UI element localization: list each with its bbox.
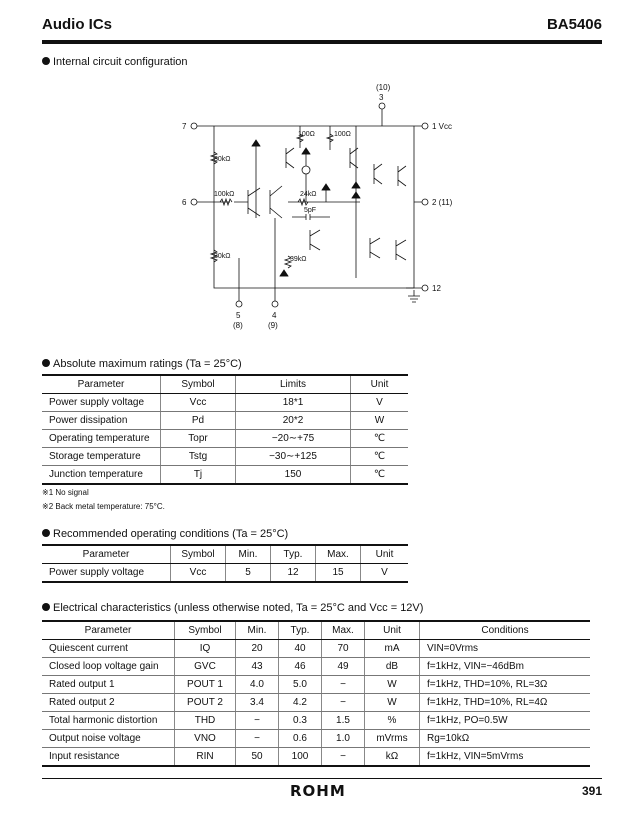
terminal-pin1 — [422, 123, 428, 129]
table-cell: 0.3 — [279, 712, 322, 730]
terminal-pin5 — [236, 301, 242, 307]
table-cell: f=1kHz, PO=0.5W — [420, 712, 591, 730]
table-header: Max. — [316, 545, 361, 564]
pin5-alt-label: (8) — [233, 321, 243, 330]
table-cell: V — [361, 564, 409, 583]
electrical-characteristics-table — [42, 620, 590, 767]
header-part-number: BA5406 — [546, 16, 602, 33]
table-cell: 15 — [316, 564, 361, 583]
pin4-label: 4 — [272, 311, 277, 320]
table-cell: Storage temperature — [42, 448, 161, 466]
table-cell: Input resistance — [42, 748, 175, 767]
terminal-pin7 — [191, 123, 197, 129]
table-row — [42, 676, 590, 694]
table-cell: Rated output 2 — [42, 694, 175, 712]
table-cell: Total harmonic distortion — [42, 712, 175, 730]
table-cell: f=1kHz, VIN=−46dBm — [420, 658, 591, 676]
table-cell: −20∼+75 — [236, 430, 351, 448]
table-header: Unit — [365, 621, 420, 640]
bullet-icon — [42, 359, 50, 367]
table-cell: GVC — [175, 658, 236, 676]
resistor-label: 100kΩ — [214, 191, 235, 198]
table-header-row — [42, 621, 590, 640]
table-header: Unit — [361, 545, 409, 564]
resistor-label: 30kΩ — [214, 253, 231, 260]
table-cell: 49 — [322, 658, 365, 676]
table-cell: W — [365, 694, 420, 712]
table-cell: 50 — [236, 748, 279, 767]
table-header: Parameter — [42, 545, 171, 564]
table-cell: Power supply voltage — [42, 394, 161, 412]
table-row — [42, 694, 590, 712]
table-cell: − — [322, 676, 365, 694]
table-cell: 70 — [322, 640, 365, 658]
table-cell: Operating temperature — [42, 430, 161, 448]
pin6-label: 6 — [182, 198, 187, 207]
table-cell: 1.5 — [322, 712, 365, 730]
bullet-icon — [42, 603, 50, 611]
table-cell: W — [351, 412, 409, 430]
table-row — [42, 748, 590, 767]
table-cell: Rated output 1 — [42, 676, 175, 694]
page-number: 391 — [581, 784, 602, 798]
table-cell: THD — [175, 712, 236, 730]
table-cell: 0.6 — [279, 730, 322, 748]
header-rule — [42, 40, 602, 44]
table-cell: IQ — [175, 640, 236, 658]
table-cell: Pd — [161, 412, 236, 430]
table-cell: 150 — [236, 466, 351, 485]
table-cell: Quiescent current — [42, 640, 175, 658]
table-cell: 4.0 — [236, 676, 279, 694]
table-cell: POUT 2 — [175, 694, 236, 712]
circuit-section-title: Internal circuit configuration — [42, 56, 188, 68]
table-row — [42, 394, 408, 412]
transistor-icon — [234, 148, 406, 260]
footnote: ※2 Back metal temperature: 75°C. — [42, 502, 165, 511]
table-cell: ℃ — [351, 448, 409, 466]
table-header: Max. — [322, 621, 365, 640]
header-category: Audio ICs — [42, 16, 112, 33]
pin1-label: 1 Vcc — [432, 122, 453, 131]
resistor-label: 100Ω — [334, 131, 351, 138]
table-row — [42, 658, 590, 676]
table-cell: RIN — [175, 748, 236, 767]
circuit-diagram — [170, 78, 460, 338]
table-cell: ℃ — [351, 430, 409, 448]
table-cell: kΩ — [365, 748, 420, 767]
table-cell: Closed loop voltage gain — [42, 658, 175, 676]
table-cell: 46 — [279, 658, 322, 676]
table-cell: Tj — [161, 466, 236, 485]
page-header — [42, 14, 602, 38]
table-cell: dB — [365, 658, 420, 676]
table-cell: 18*1 — [236, 394, 351, 412]
table-header: Unit — [351, 375, 409, 394]
table-header: Symbol — [175, 621, 236, 640]
abs-max-table — [42, 374, 408, 485]
table-row — [42, 712, 590, 730]
table-cell: f=1kHz, VIN=5mVrms — [420, 748, 591, 767]
table-cell: 5.0 — [279, 676, 322, 694]
table-cell: 100 — [279, 748, 322, 767]
table-cell: VNO — [175, 730, 236, 748]
table-cell: mA — [365, 640, 420, 658]
table-row — [42, 466, 408, 485]
table-header-row — [42, 545, 408, 564]
table-cell: mVrms — [365, 730, 420, 748]
table-cell: Junction temperature — [42, 466, 161, 485]
abs-section-title: Absolute maximum ratings (Ta = 25°C) — [42, 358, 242, 370]
table-cell: ℃ — [351, 466, 409, 485]
table-header-row — [42, 375, 408, 394]
table-cell: Tstg — [161, 448, 236, 466]
table-cell: VIN=0Vrms — [420, 640, 591, 658]
rec-section-title: Recommended operating conditions (Ta = 25°C) — [42, 528, 288, 540]
table-cell: 40 — [279, 640, 322, 658]
bullet-icon — [42, 57, 50, 65]
table-header: Min. — [226, 545, 271, 564]
table-header: Typ. — [279, 621, 322, 640]
resistor-label: 24kΩ — [300, 191, 317, 198]
pin3-label: 3 — [379, 93, 384, 102]
table-cell: Power supply voltage — [42, 564, 171, 583]
table-header: Conditions — [420, 621, 591, 640]
table-cell: Power dissipation — [42, 412, 161, 430]
terminal-pin2 — [422, 199, 428, 205]
table-cell: 43 — [236, 658, 279, 676]
table-cell: % — [365, 712, 420, 730]
table-cell: f=1kHz, THD=10%, RL=3Ω — [420, 676, 591, 694]
pin3-alt-label: (10) — [376, 83, 391, 92]
bullet-icon — [42, 529, 50, 537]
table-header: Parameter — [42, 621, 175, 640]
terminal-pin4 — [272, 301, 278, 307]
table-cell: − — [322, 748, 365, 767]
recommended-conditions-table — [42, 544, 408, 583]
table-cell: 20*2 — [236, 412, 351, 430]
table-cell: V — [351, 394, 409, 412]
table-cell: − — [236, 730, 279, 748]
rohm-logo: ROHM — [290, 782, 346, 800]
pin2-label: 2 (11) — [432, 198, 453, 207]
terminal-pin12 — [422, 285, 428, 291]
table-header: Symbol — [171, 545, 226, 564]
table-header: Parameter — [42, 375, 161, 394]
footer-rule — [42, 778, 602, 779]
table-cell: −30∼+125 — [236, 448, 351, 466]
terminal-pin6 — [191, 199, 197, 205]
table-row — [42, 640, 590, 658]
table-cell: − — [236, 712, 279, 730]
resistor-label: 30kΩ — [214, 156, 231, 163]
table-cell: 20 — [236, 640, 279, 658]
pin5-label: 5 — [236, 311, 241, 320]
table-cell: 3.4 — [236, 694, 279, 712]
table-cell: 1.0 — [322, 730, 365, 748]
table-cell: Rg=10kΩ — [420, 730, 591, 748]
resistor-label: 100Ω — [298, 131, 315, 138]
table-row — [42, 412, 408, 430]
table-row — [42, 730, 590, 748]
table-cell: Topr — [161, 430, 236, 448]
table-cell: 5 — [226, 564, 271, 583]
table-cell: 4.2 — [279, 694, 322, 712]
table-cell: Vcc — [171, 564, 226, 583]
table-cell: Vcc — [161, 394, 236, 412]
table-cell: POUT 1 — [175, 676, 236, 694]
pin7-label: 7 — [182, 122, 187, 131]
current-source-icon — [302, 166, 310, 174]
table-cell: f=1kHz, THD=10%, RL=4Ω — [420, 694, 591, 712]
elec-section-title: Electrical characteristics (unless otherwise noted, Ta = 25°C and Vcc = 12V) — [42, 602, 423, 614]
capacitor-label: 5pF — [304, 207, 317, 214]
table-header: Limits — [236, 375, 351, 394]
footnote: ※1 No signal — [42, 488, 89, 497]
table-cell: W — [365, 676, 420, 694]
table-header: Symbol — [161, 375, 236, 394]
table-header: Min. — [236, 621, 279, 640]
table-cell: Output noise voltage — [42, 730, 175, 748]
ground-icon — [408, 290, 420, 302]
table-cell: 12 — [271, 564, 316, 583]
table-row — [42, 564, 408, 583]
table-cell: − — [322, 694, 365, 712]
resistor-label: 39kΩ — [290, 256, 307, 263]
pin4-alt-label: (9) — [268, 321, 278, 330]
pin12-label: 12 — [432, 284, 441, 293]
table-row — [42, 448, 408, 466]
table-header: Typ. — [271, 545, 316, 564]
terminal-pin3 — [379, 103, 385, 109]
table-row — [42, 430, 408, 448]
